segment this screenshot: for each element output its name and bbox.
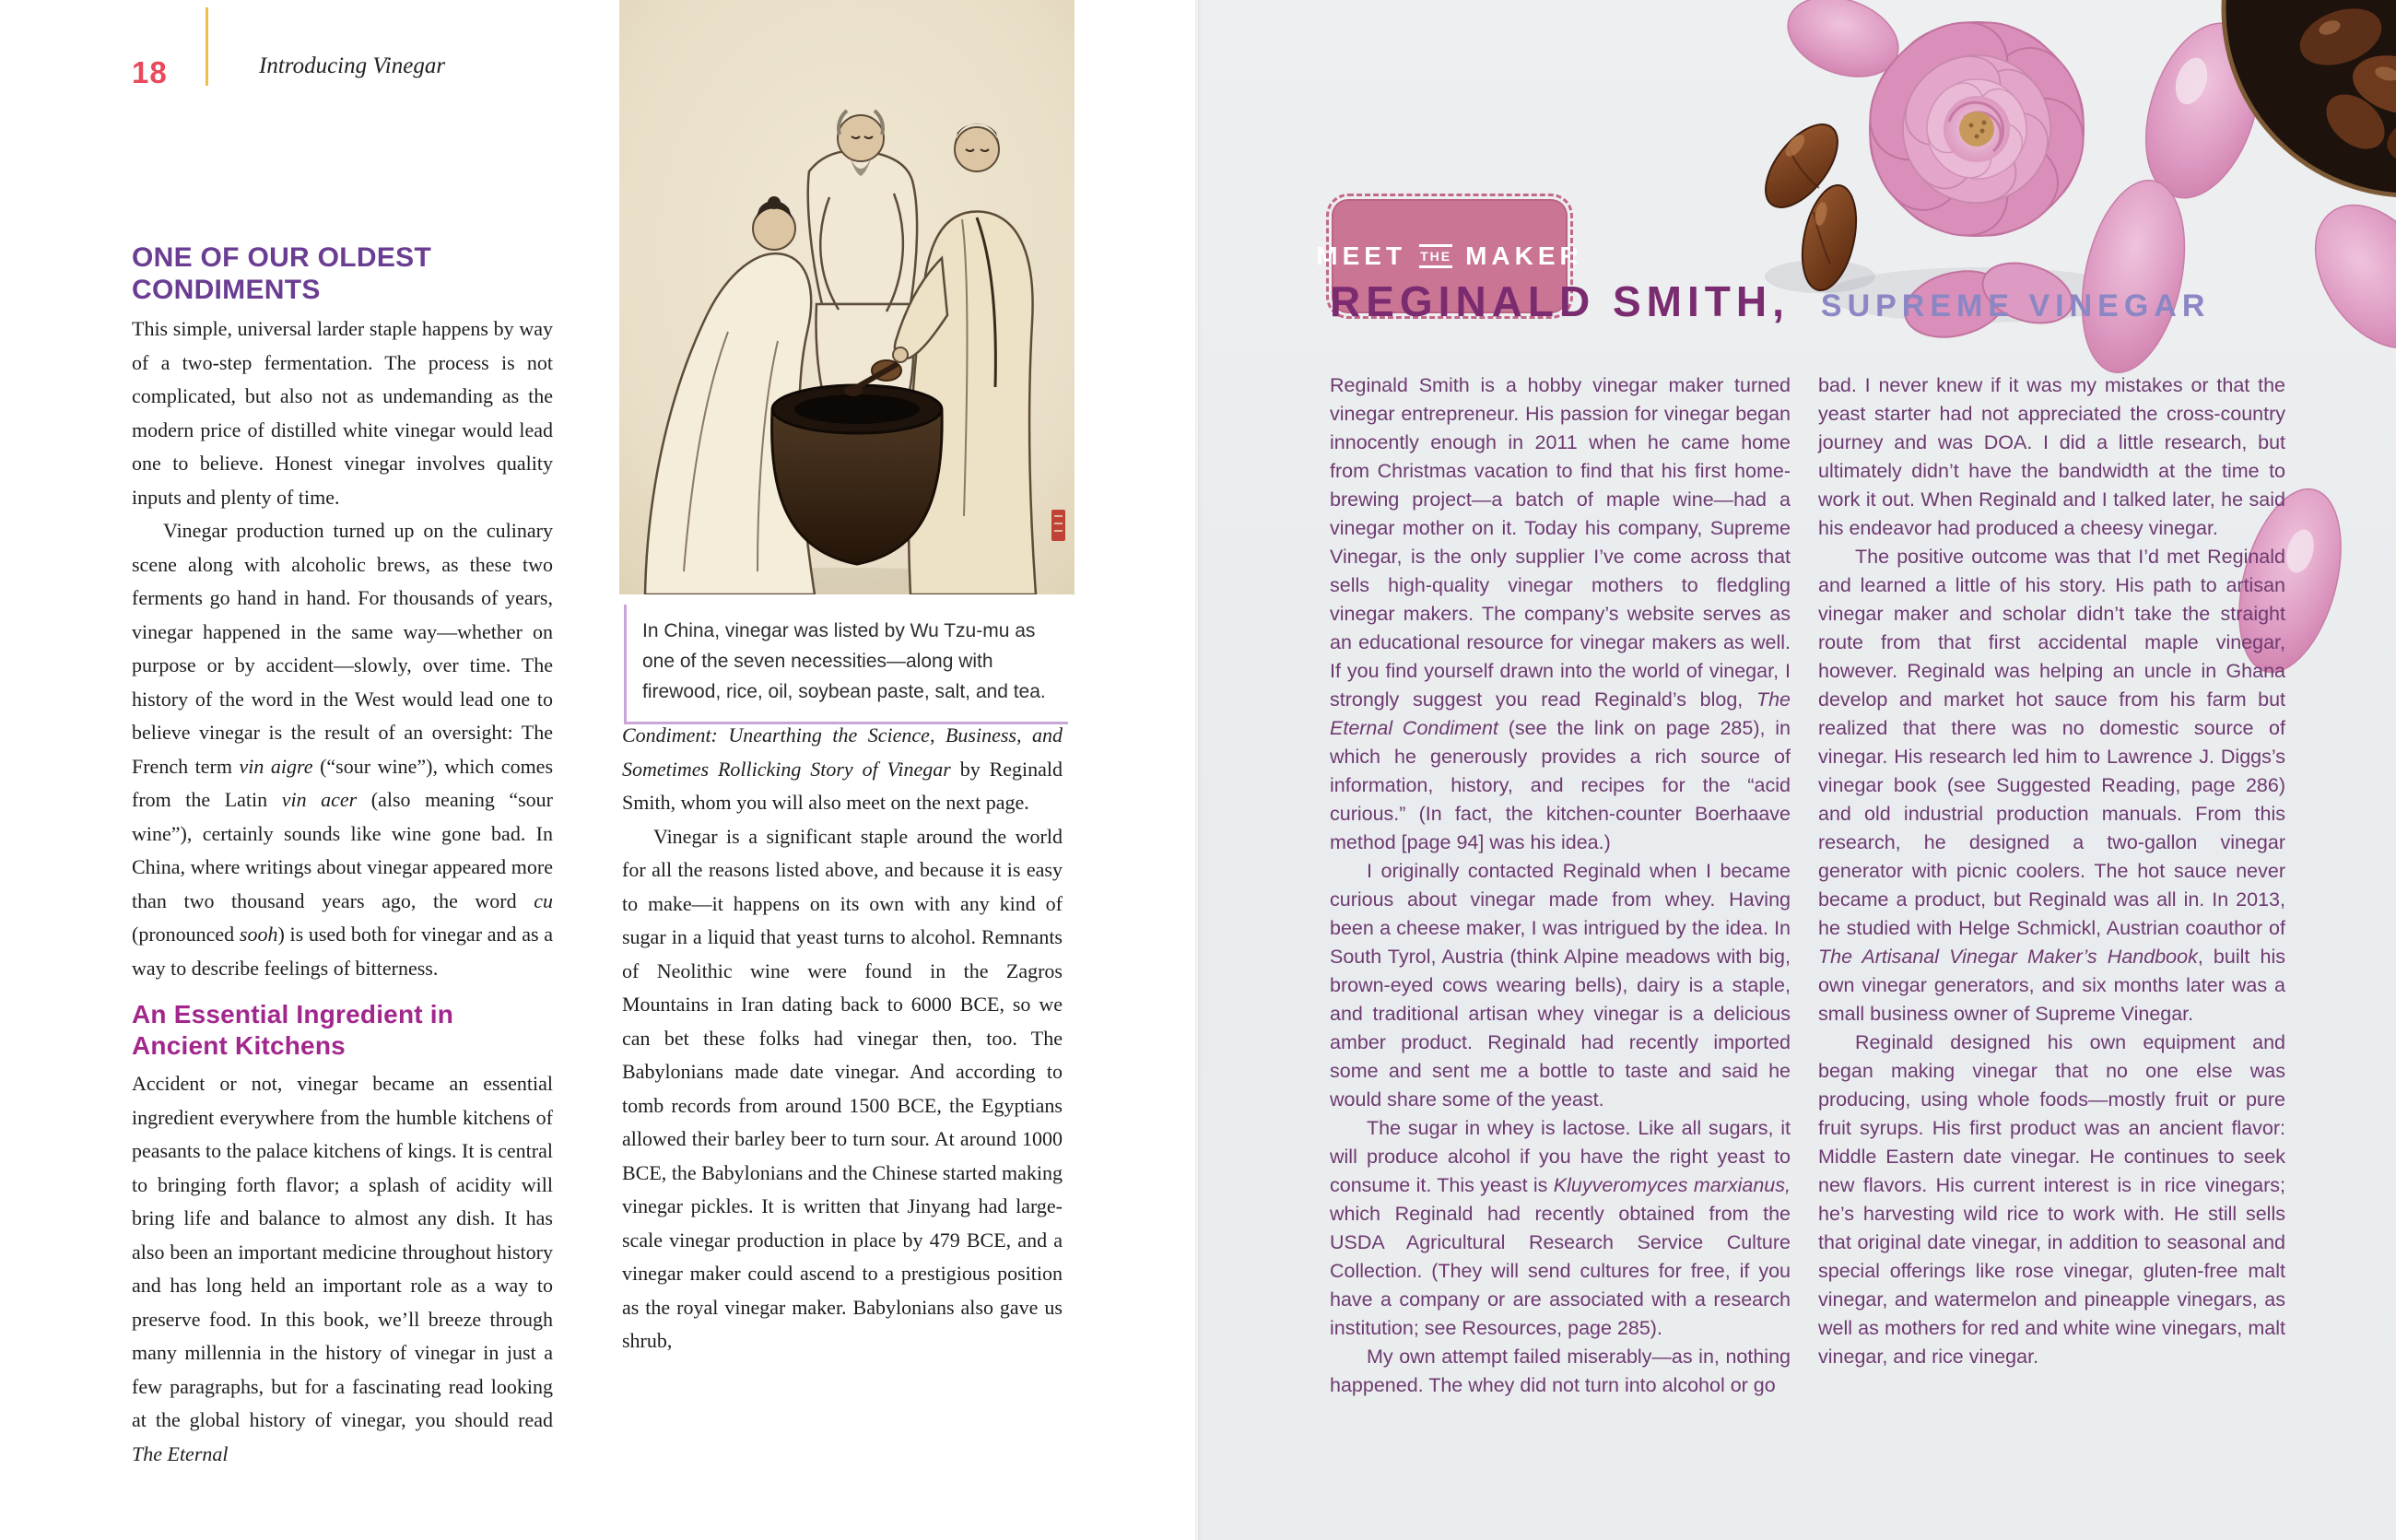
subsection-heading: An Essential Ingredient in Ancient Kitchens bbox=[132, 1000, 454, 1060]
middle-column bbox=[622, 719, 1063, 1358]
vinegar-tasters-illustration bbox=[619, 0, 1075, 594]
folio-rule bbox=[206, 7, 208, 86]
badge-word-the: THE bbox=[1419, 244, 1452, 268]
paragraph: My own attempt failed miserably—as in, nothing happened. The whey did not turn into alcohol or go bbox=[1330, 1346, 1791, 1396]
paragraph: Reginald Smith is a hobby vinegar maker turned vinegar entrepreneur. His passion for vinegar began innocently enough in 2011 when he came home from Christmas vacation to find that his first home-brewing project—a batch of maple wine—had a vinegar mother on it. Today his company, Supreme Vinegar, is the only supplier I’ve come across that sells high-quality vinegar mothers to fledgling vinegar makers. The company’s website serves as an educational resource for vinegar makers as well. If you find yourself drawn into the world of vinegar, I strongly suggest you read Reginald’s blog, The Eternal Condiment (see the link on page 285), in which he generously provides a rich source of information, history, and recipes for the “acid curious.” (In fact, the kitchen-counter Boerhaave method [page 94] was his idea.) bbox=[1330, 374, 1791, 853]
paragraph: Vinegar production turned up on the culinary scene along with alcoholic brews, as these two ferments go hand in hand. For thousands of years, vinegar happened in the same way—whether on purpose or by accident—slowly, over time. The history of the word in the West would lead one to believe vinegar is the result of an oversight: The French term vin aigre (“sour wine”), which comes from the Latin vin acer (also meaning “sour wine”), certainly sounds like wine gone bad. In China, where writings about vinegar appeared more than two thousand years ago, the word cu (pronounced sooh) is used both for vinegar and as a way to describe feelings of bitterness. bbox=[132, 519, 554, 980]
paragraph: I originally contacted Reginald when I became curious about vinegar made from whey. Having been a cheese maker, I was intrigued by the idea. In South Tyrol, Austria (think Alpine meadows with big, brown-eyed cows wearing bells), dairy is a staple, and traditional artisan whey vinegar is a delicious amber product. Reginald had recently imported some and sent me a bottle to taste and said he would share some of the yeast. bbox=[1330, 860, 1791, 1111]
page-gutter bbox=[1195, 0, 1202, 1540]
right-page bbox=[1198, 0, 2396, 1540]
vinegar-tasters-art bbox=[619, 0, 1075, 594]
maker-name: REGINALD SMITH, bbox=[1330, 277, 1790, 325]
page-number: 18 bbox=[132, 55, 168, 89]
paragraph: The sugar in whey is lactose. Like all sugars, it will produce alcohol if you have the right yeast to consume it. This yeast is Kluyveromyces marxianus, which Reginald had recently obtained from the USDA Agricultural Research Service Culture Collection. (They will send cultures for free, if you have a company or are associated with a research institution; see Resources, page 285). bbox=[1330, 1117, 1791, 1339]
badge-word: MEET bbox=[1316, 241, 1407, 270]
article-column-1 bbox=[1330, 371, 1791, 1400]
article-title bbox=[1330, 276, 2210, 326]
red-seal-stamp bbox=[1051, 510, 1065, 541]
running-head: Introducing Vinegar bbox=[259, 53, 446, 78]
paragraph: The positive outcome was that I’d met Reginald and learned a little of his story. His path to artisan vinegar maker and scholar didn’t take the straight route from that first accidental maple vinegar, however. Reginald was helping an uncle in Ghana develop and market hot sauce from his farm but realized that there was no domestic source of vinegar. His research led him to Lawrence J. Diggs’s vinegar book (see Suggested Reading, page 286) and old industrial production manuals. From this research, he designed a two-gallon vinegar generator with picnic coolers. The hot sauce never became a product, but Reginald was all in. In 2013, he studied with Helge Schmickl, Austrian coauthor of The Artisanal Vinegar Maker’s Handbook, built his own vinegar generators, and six months later was a small business owner of Supreme Vinegar. bbox=[1818, 546, 2285, 1025]
bowl-of-dates bbox=[2224, 0, 2396, 195]
section-heading: ONE OF OUR OLDEST CONDIMENTS bbox=[132, 242, 432, 305]
paragraph: bad. I never knew if it was my mistakes or that the yeast starter had not appreciated the cross-country journey and was DOA. I did a little research, but ultimately didn’t have the bandwidth at the time to work it out. When Reginald and I talked later, he said his endeavor had produced a cheesy vinegar. bbox=[1818, 374, 2285, 539]
paragraph: Vinegar is a significant staple around the world for all the reasons listed above, and because it is easy to make—it happens on its own with any kind of sugar in a liquid that yeast turns to alcohol. Remnants of Neolithic wine were found in the Zagros Mountains in Iran dating back to 6000 BCE, so we can bet these folks had vinegar then, too. The Babylonians made date vinegar. And according to tomb records from around 1500 BCE, the Egyptians allowed their barley beer to turn sour. At around 1000 BCE, the Babylonians and the Chinese started making vinegar pickles. It is written that Jinyang had large-scale vinegar production in place by 479 BCE, and a vinegar maker could ascend to a prestigious position as the royal vinegar maker. Babylonians also gave us shrub, bbox=[622, 824, 1063, 1352]
company-name: SUPREME VINEGAR bbox=[1820, 288, 2211, 323]
paragraph: This simple, universal larder staple happens by way of a two-step fermentation. The process is not complicated, but also not as undemanding as the modern price of distilled white vinegar would lead one to believe. Honest vinegar involves quality inputs and plenty of time. bbox=[132, 317, 553, 509]
paragraph: Reginald designed his own equipment and began making vinegar that no one else was producing, using whole foods—mostly fruit or pure fruit syrups. His first product was an ancient flavor: Middle Eastern date vinegar. He continues to seek new flavors. His current interest is in rice vinegars; he’s harvesting wild rice to work with. He still sells that original date vinegar, in addition to seasonal and special offerings like rose vinegar, gluten-free malt vinegar, and watermelon and pineapple vinegars, as well as mothers for red and white wine vinegars, malt vinegar, and rice vinegar. bbox=[1818, 1031, 2285, 1368]
figure-caption: In China, vinegar was listed by Wu Tzu-mu as one of the seven necessities—along with firewood, rice, oil, soybean paste, salt, and tea. bbox=[624, 605, 1068, 724]
left-column bbox=[132, 241, 553, 1471]
paragraph: Accident or not, vinegar became an essential ingredient everywhere from the humble kitchens of peasants to the palace kitchens of kings. It is central to bringing forth flavor; a splash of acidity will bring life and balance to almost any dish. It has also been an important medicine throughout history and has long held an important role as a way to preserve food. In this book, we’ll breeze through many millennia in the history of vinegar in just a few paragraphs, but for a fascinating read looking at the global history of vinegar, you should read The Eternal bbox=[132, 1072, 553, 1465]
article-column-2 bbox=[1818, 371, 2285, 1371]
badge-word: MAKER bbox=[1465, 241, 1583, 270]
paragraph: Condiment: Unearthing the Science, Business, and Sometimes Rollicking Story of Vinegar by Reginald Smith, whom you will also meet on the next page. bbox=[622, 723, 1063, 814]
